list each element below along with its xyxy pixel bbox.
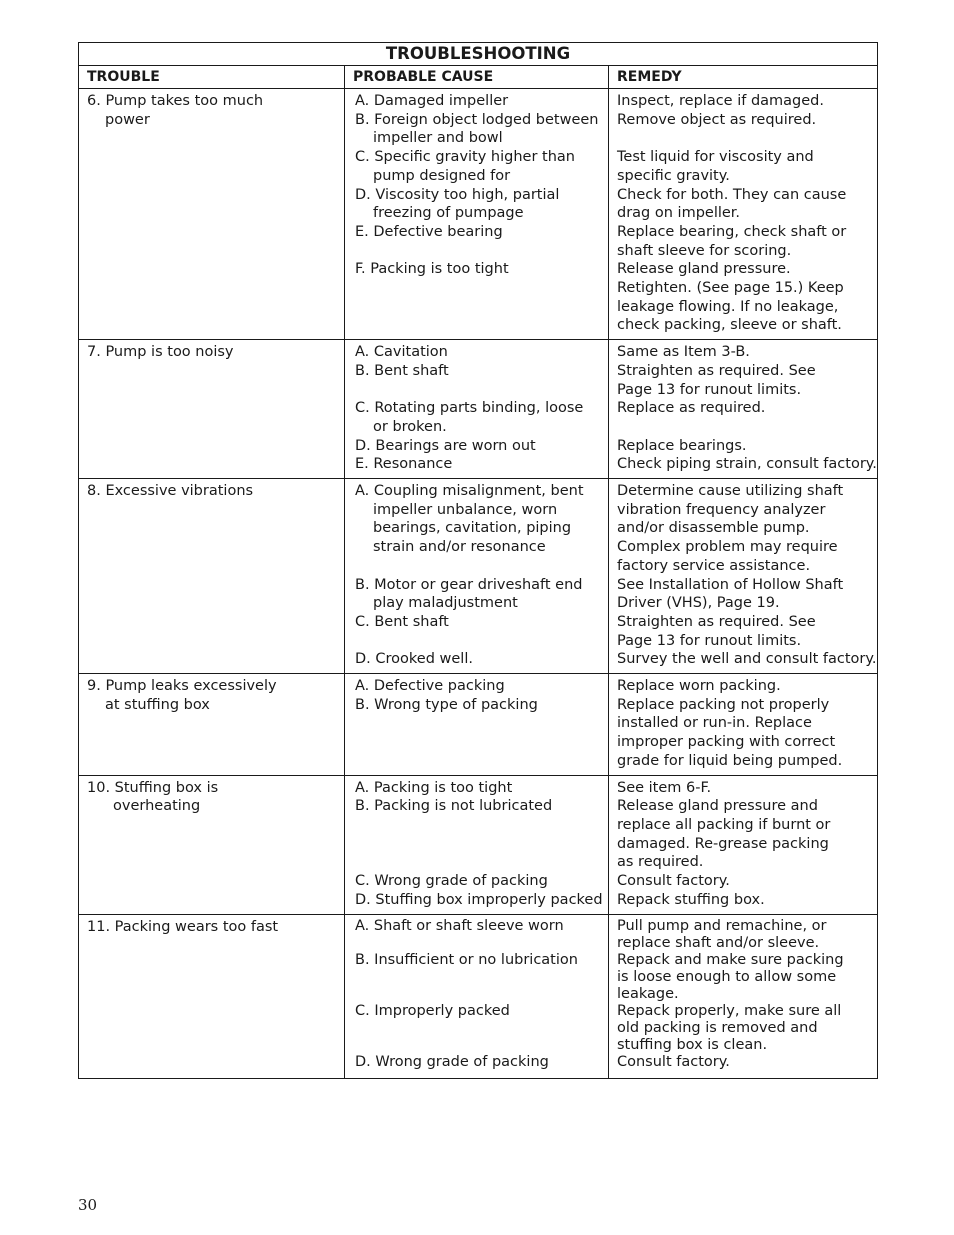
table-row [79,479,878,674]
cause-line [355,935,602,952]
remedy-line: Repack stuffing box. [617,891,765,908]
remedy-line: vibration frequency analyzer [617,501,826,518]
cause-cell [345,914,609,1078]
cause-line: E. Defective bearing [355,223,503,240]
remedy-line: Straighten as required. See [617,362,816,379]
trouble-cell [79,479,345,674]
trouble-line: overheating [113,798,201,815]
cause-line: A. Packing is too tight [355,779,513,796]
remedy-line: leakage. [617,985,679,1002]
table-row [79,914,878,1078]
table-header-row [79,66,878,89]
remedy-line: damaged. Re-grease packing [617,835,829,852]
cause-cell [345,340,609,479]
cause-line: A. Coupling misalignment, bent [355,483,584,500]
remedy-line: Pull pump and remachine, or [617,917,827,934]
cause-line [355,632,602,651]
cause-line: C. Specific gravity higher than [355,149,575,166]
trouble-line: 10. Stuffing box is [87,779,219,796]
cause-line: D. Crooked well. [355,651,473,668]
remedy-line: Page 13 for runout limits. [617,381,802,398]
remedy-line: leakage flowing. If no leakage, [617,298,839,315]
cause-line: strain and/or resonance [373,539,546,556]
remedy-line: check packing, sleeve or shaft. [617,317,842,334]
remedy-line: factory service assistance. [617,557,811,574]
remedy-line: Page 13 for runout limits. [617,632,802,649]
cause-line: B. Wrong type of packing [355,696,538,713]
cause-line: bearings, cavitation, piping [373,520,572,537]
remedy-line: shaft sleeve for scoring. [617,242,792,259]
trouble-line: 8. Excessive vibrations [87,483,254,500]
remedy-line: Same as Item 3-B. [617,344,750,361]
trouble-line: 9. Pump leaks excessively [87,678,277,695]
table-title: TROUBLESHOOTING [79,43,878,66]
table-row [79,89,878,340]
cause-line: freezing of pumpage [373,205,524,222]
cause-line: B. Motor or gear driveshaft end [355,576,583,593]
remedy-line: Remove object as required. [617,111,817,128]
cause-line [355,969,602,986]
remedy-line: Consult factory. [617,873,730,890]
cause-line: D. Stuffing box improperly packed [355,891,603,908]
cause-line [355,381,602,400]
cause-cell [345,89,609,340]
remedy-line: Retighten. (See page 15.) Keep [617,280,844,297]
header-probable-cause: PROBABLE CAUSE [345,66,609,89]
header-remedy: REMEDY [609,66,878,89]
trouble-cell [79,775,345,914]
remedy-line: replace shaft and/or sleeve. [617,934,820,951]
trouble-line: 11. Packing wears too fast [87,918,279,935]
remedy-cell [609,914,878,1078]
remedy-line: replace all packing if burnt or [617,816,831,833]
remedy-line: Consult factory. [617,1053,730,1070]
cause-line: A. Shaft or shaft sleeve worn [355,917,564,934]
cause-line: impeller unbalance, worn [373,501,558,518]
remedy-line: grade for liquid being pumped. [617,752,843,769]
remedy-line [617,129,871,148]
table-row [79,340,878,479]
remedy-line: as required. [617,854,704,871]
cause-line [355,986,602,1003]
cause-line: B. Insufficient or no lubrication [355,951,578,968]
remedy-line: Replace worn packing. [617,678,781,695]
remedy-line: drag on impeller. [617,205,741,222]
remedy-line: stuffing box is clean. [617,1036,768,1053]
cause-line: D. Wrong grade of packing [355,1053,549,1070]
cause-line: C. Rotating parts binding, loose [355,400,584,417]
remedy-line: old packing is removed and [617,1019,818,1036]
remedy-line: Repack properly, make sure all [617,1002,842,1019]
trouble-line: at stuffing box [105,696,210,713]
remedy-line: Complex problem may require [617,539,838,556]
remedy-cell [609,89,878,340]
cause-line [355,1037,602,1054]
table-row [79,775,878,914]
remedy-line: Replace bearings. [617,437,747,454]
remedy-cell [609,775,878,914]
trouble-line: 7. Pump is too noisy [87,344,234,361]
remedy-line [617,418,871,437]
remedy-cell [609,674,878,776]
trouble-cell [79,89,345,340]
trouble-cell [79,340,345,479]
trouble-line: power [105,111,150,128]
cause-line [355,816,602,835]
page-number: 30 [78,1196,98,1214]
remedy-line: See item 6-F. [617,779,712,796]
remedy-line: Survey the well and consult factory. [617,651,877,668]
remedy-line: Check piping strain, consult factory. [617,456,877,473]
cause-line: play maladjustment [373,595,518,612]
remedy-line: See Installation of Hollow Shaft [617,576,844,593]
remedy-line: Driver (VHS), Page 19. [617,595,780,612]
cause-line: C. Bent shaft [355,613,449,630]
remedy-line: Release gland pressure. [617,261,791,278]
remedy-line: Inspect, replace if damaged. [617,93,824,109]
cause-cell [345,674,609,776]
cause-line [355,557,602,576]
remedy-cell [609,340,878,479]
remedy-line: and/or disassemble pump. [617,520,810,537]
remedy-line: Straighten as required. See [617,613,816,630]
cause-line [355,1020,602,1037]
remedy-line: Release gland pressure and [617,798,818,815]
cause-line: A. Cavitation [355,344,448,361]
cause-line: D. Viscosity too high, partial [355,186,560,203]
remedy-line: Determine cause utilizing shaft [617,483,844,500]
cause-line [355,242,602,261]
cause-line: F. Packing is too tight [355,261,509,278]
remedy-line: improper packing with correct [617,734,836,751]
remedy-cell [609,479,878,674]
remedy-line: Replace as required. [617,400,766,417]
cause-line: E. Resonance [355,456,453,473]
cause-line: B. Foreign object lodged between [355,111,599,128]
cause-line: or broken. [373,418,447,435]
table-row [79,674,878,776]
remedy-line: Test liquid for viscosity and [617,149,814,166]
remedy-line: specific gravity. [617,167,730,184]
remedy-line: Replace packing not properly [617,696,830,713]
remedy-line: installed or run-in. Replace [617,715,812,732]
cause-cell [345,479,609,674]
trouble-cell [79,914,345,1078]
cause-line: pump designed for [373,167,511,184]
cause-line: D. Bearings are worn out [355,437,536,454]
cause-line: A. Defective packing [355,678,505,695]
remedy-line: Check for both. They can cause [617,186,847,203]
cause-line: B. Packing is not lubricated [355,798,553,815]
cause-line: impeller and bowl [373,130,503,147]
cause-line: B. Bent shaft [355,362,449,379]
cause-line: C. Wrong grade of packing [355,873,548,890]
header-trouble: TROUBLE [79,66,345,89]
remedy-line: is loose enough to allow some [617,968,837,985]
trouble-line: 6. Pump takes too much [87,93,264,109]
remedy-line: Replace bearing, check shaft or [617,223,847,240]
trouble-cell [79,674,345,776]
cause-line: C. Improperly packed [355,1002,510,1019]
cause-line [355,835,602,854]
table-title-row [79,43,878,66]
troubleshooting-table [78,42,878,1079]
cause-cell [345,775,609,914]
cause-line [355,853,602,872]
cause-line: A. Damaged impeller [355,93,509,109]
remedy-line: Repack and make sure packing [617,951,844,968]
